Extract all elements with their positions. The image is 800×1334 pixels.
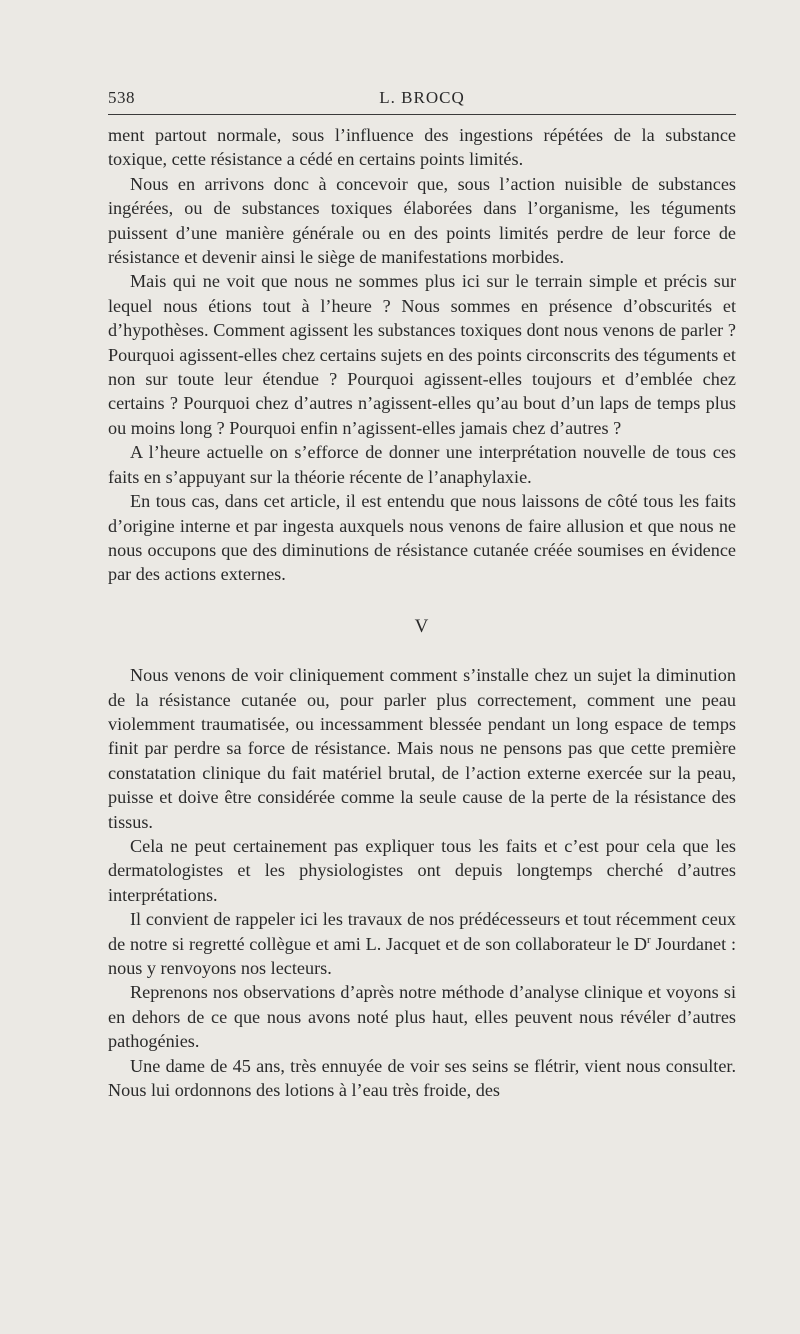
paragraph xyxy=(108,907,736,980)
paragraph: Reprenons nos observations d’après notre méthode d’analyse clinique et voyons si en dehors de ce que nous avons noté plus haut, elles peuvent nous révéler d’autres pathogénies. xyxy=(108,982,736,1052)
paragraph: Nous venons de voir cliniquement comment s’installe chez un sujet la diminution de la résistance cutanée ou, pour parler plus correctement, comment une peau violemment traumatisée, ou incessamment blessée pendant un long espace de temps finit par perdre sa force de résistance. Mais nous ne pensons pas que cette première constatation clinique du fait matériel brutal, de l’action externe exercée sur la peau, puisse et doive être considérée comme la seule cause de la perte de la résistance des tissus. xyxy=(108,665,736,832)
page-number: 538 xyxy=(108,88,135,107)
section-heading: V xyxy=(414,615,430,637)
book-page xyxy=(108,82,736,1102)
running-head-author: L. BROCQ xyxy=(379,88,465,107)
body-text xyxy=(108,123,736,1102)
paragraph: A l’heure actuelle on s’efforce de donner une interprétation nouvelle de tous ces faits en s’appuyant sur la théorie récente de l’anaphylaxie. xyxy=(108,442,736,487)
paragraph-text: Il convient de rappeler ici les travaux de nos prédécesseurs et tout récemment ceux de notre si regretté collègue et ami L. Jacquet et de son collaborateur le D xyxy=(108,909,736,954)
paragraph: Cela ne peut certainement pas expliquer tous les faits et c’est pour cela que les dermatologistes et les physiologistes ont depuis longtemps cherché d’autres interprétations. xyxy=(108,835,736,905)
paragraph-text: Jourdanet : nous y renvoyons nos lecteurs. xyxy=(108,933,736,978)
title-superscript: r xyxy=(647,933,651,946)
running-header xyxy=(108,82,736,115)
paragraph: ment partout normale, sous l’influence des ingestions répétées de la substance toxique, cette résistance a cédé en certains points limités. xyxy=(108,125,736,170)
paragraph: Une dame de 45 ans, très ennuyée de voir ses seins se flétrir, vient nous consulter. Nous lui ordonnons des lotions à l’eau très froide, des xyxy=(108,1055,736,1101)
paragraph: En tous cas, dans cet article, il est entendu que nous laissons de côté tous les faits d’origine interne et par ingesta auxquels nous venons de faire allusion et que nous ne nous occupons que des diminutions de résistance cutanée créée soumises en évidence par des actions externes. xyxy=(108,491,736,585)
paragraph: Nous en arrivons donc à concevoir que, sous l’action nuisible de substances ingérées, ou de substances toxiques élaborées dans l’organisme, les téguments puissent d’une manière générale ou en des points limités perdre de leur force de résistance et devenir ainsi le siège de manifestations morbides. xyxy=(108,173,736,268)
paragraph: Mais qui ne voit que nous ne sommes plus ici sur le terrain simple et précis sur lequel nous étions tout à l’heure ? Nous sommes en présence d’obscurités et d’hypothèses. Comment agissent les substances toxiques dont nous venons de parler ? Pourquoi agissent-elles chez certains sujets en des points circonscrits des téguments et non sur toute leur étendue ? Pourquoi agissent-elles toujours et d’emblée chez certains ? Pourquoi chez d’autres n’agissent-elles qu’au bout d’un laps de temps plus ou moins long ? Pourquoi enfin n’agissent-elles jamais chez d’autres ? xyxy=(108,271,736,438)
